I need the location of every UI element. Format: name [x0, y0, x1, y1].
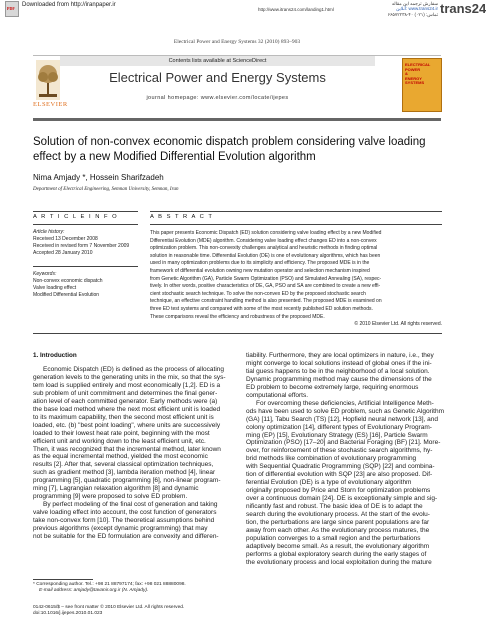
body-column-left [33, 366, 233, 541]
elsevier-tree-logo [36, 60, 60, 100]
abstract-line: This paper presents Economic Dispatch (ED) solution considering valve loading effect by a new Modified [150, 230, 382, 236]
footnote-divider [33, 579, 93, 580]
footnote-email[interactable]: E-mail address: amjady@tavanir.org.ir (N. Amjady). [39, 588, 149, 594]
affiliation: Department of Electrical Engineering, Semnan University, Semnan, Iran [33, 187, 179, 192]
abstract-line: framework of differential evolution owning new mutation operator and selection mechanism inspired [150, 267, 370, 274]
body-line: ods have been used to solve ED problem, such as Genetic Algorithm [246, 407, 444, 415]
cover-title-line: ENERGY [405, 75, 422, 81]
body-line: By perfect modeling of the final cost of generation and taking [43, 501, 218, 509]
download-source-text: Downloaded from http://iranpaper.ir [22, 2, 116, 8]
history-item: Accepted 28 January 2010 [33, 250, 93, 256]
body-line: tiability. Furthermore, they are local optimizers in nature, i.e., they [246, 352, 434, 359]
body-line: (GA) [11], Tabu Search (TS) [12], Hopfield neural network [13], and [246, 415, 438, 423]
divider [150, 224, 442, 225]
copyright-notice: © 2010 Elsevier Ltd. All rights reserved. [354, 321, 442, 327]
body-line: the evolutionary process and local exploitation during the mature [246, 558, 432, 566]
title-line: effect by a new Modified Differential Evolution algorithm [33, 151, 316, 163]
body-line: results [2]. After that, several classical optimization techniques, [33, 461, 214, 469]
body-line: away from each other. As the evolutionary process matures, the [246, 526, 430, 534]
issn-line: 0142-0615/$ – see front matter © 2010 Elsevier Ltd. All rights reserved. [33, 605, 185, 610]
divider [33, 266, 138, 267]
body-column-right [246, 352, 444, 567]
body-line: over, for reinforcement of these stochastic search algorithms, hy- [246, 447, 433, 455]
body-line: tial guess happens to be in the neighborhood of a local solution. [246, 367, 430, 375]
body-line: Economic Dispatch (ED) is defined as the process of allocating [43, 366, 225, 373]
body-line: ferential Evolution (DE) is a type of evolutionary algorithm [246, 479, 412, 487]
body-line: programming [5], quadratic programming [6], non-linear program- [33, 477, 221, 485]
keyword: Valve loading effect [33, 285, 77, 291]
abstract-line: three ED test systems and compared with some of the most recently published ED solution methods. [150, 305, 373, 312]
body-line: nificantly fast and robust. The basic idea of DE is to adapt the [246, 503, 423, 511]
body-line: over a continuous domain [24]. DE is exceptionally simple and sig- [246, 495, 438, 503]
cover-title-line: & [405, 71, 408, 77]
body-line: ming (EP) [15], Evolutionary Strategy (ES) [16], Particle Swarm [246, 431, 428, 439]
body-line: sub problem of unit commitment and determines the final gener- [33, 389, 218, 397]
divider [33, 333, 442, 334]
contents-bar [60, 56, 375, 66]
ad-line: تماس: (۰۲۱) ۴۰-۶۶۵۷۲۲۳۸ [387, 11, 438, 17]
abstract-line: cient stochastic search technique. To solve the non-convex ED by the proposed stochastic search [150, 290, 366, 297]
body-line: to its maximum capability, then the second most efficient unit is [33, 413, 214, 421]
body-line: tem load is supplied entirely and most economically [1,2]. ED is a [33, 381, 221, 389]
cover-title-line: SYSTEMS [405, 80, 425, 86]
abstract-heading: A B S T R A C T [150, 214, 214, 220]
section-heading-introduction: 1. Introduction [33, 352, 77, 359]
journal-citation-line: Electrical Power and Energy Systems 32 (2010) 893–903 [173, 39, 301, 45]
body-line: ming [7], Lagrangian relaxation algorithm [8] and dynamic [33, 485, 199, 493]
body-line: ED problem to become extremely large, requiring enormous [246, 383, 419, 391]
doi-link[interactable]: doi:10.1016/j.ijepes.2010.01.023 [33, 611, 103, 617]
abstract-line: These comparisons reveal the efficiency and robustness of the proposed MDE. [150, 313, 325, 320]
body-line: valve loading effect into account, the cost function of generators [33, 509, 217, 517]
history-item: Received in revised form 7 November 2009 [33, 243, 130, 249]
body-line: population converges to a small region and the perturbations [246, 534, 421, 542]
body-line: tion, the perturbations are large since parent populations are far [246, 519, 430, 527]
journal-homepage[interactable]: journal homepage: www.elsevier.com/locate/ijepes [146, 95, 289, 101]
abstract-line: solution in reasonable time. Differential Evolution (DE) is one of evolutionary algorithms, which has been [150, 252, 381, 259]
pdf-icon: PDF [5, 1, 19, 17]
body-line: Optimization (PSO) [17–20] and Bacterial Foraging (BF) [21]. More- [246, 439, 441, 447]
history-label: Article history: [33, 229, 65, 235]
body-line: take non-convex form [10]. The theoretical assumptions behind [33, 517, 215, 525]
cover-title-line: POWER [405, 66, 421, 72]
keywords-label: Keywords: [33, 271, 57, 277]
abstract-line: Differential Evolution (MDE) algorithm. Considering valve loading effect changes ED into a non-convex [150, 237, 377, 244]
body-line: the base load method where the next most efficient unit is loaded [33, 405, 221, 413]
title-line: Solution of non-convex economic dispatch problem considering valve loading [33, 136, 426, 148]
divider [150, 211, 442, 212]
body-line: loaded to their lowest heat rate point, beginning with the most [33, 429, 210, 437]
body-line: Then, it was recognized that the incremental method, later known [33, 445, 221, 453]
abstract-line: technique, an effective constraint handling method is also presented. The proposed MDE is examined on [150, 298, 382, 305]
body-line: computational efforts. [246, 391, 309, 399]
body-line: ation level of each committed generator. Early methods were (a) [33, 397, 218, 405]
landing-url[interactable]: http://www.itrans24.com/landing1.html [258, 7, 334, 12]
body-line: adaptively become small. As a result, the evolutionary algorithm [246, 542, 430, 550]
article-info-heading: A R T I C L E I N F O [33, 214, 119, 220]
history-item: Received 13 December 2008 [33, 236, 98, 242]
divider [33, 224, 138, 225]
body-line: generation levels to the generating units in the mix, so that the sys- [33, 373, 226, 381]
body-line: as the equal incremental method, yielded the most economic [33, 453, 208, 461]
trans24-logo[interactable]: trans24 [440, 1, 486, 16]
front-matter-meta [33, 605, 184, 617]
abstract-line: used in many optimization problems due to its simplicity and efficiency. The proposed MDE is in the [150, 260, 370, 267]
body-line: programming [9] were proposed to solve ED problem. [33, 493, 188, 501]
body-line: efficient unit and working down to the least efficient unit, etc. [33, 437, 206, 445]
cover-title [405, 63, 439, 86]
body-line: previous algorithms (except dynamic programming) that may [33, 525, 208, 533]
body-line: For overcoming these deficiencies, Artificial Intelligence Meth- [256, 399, 434, 407]
journal-cover-image [402, 58, 442, 112]
body-line: tion of differential evolution with SQP [23] are also proposed. Dif- [246, 471, 433, 479]
keyword: Modified Differential Evolution [33, 292, 100, 298]
abstract-line: tively. In other words, positive characteristics of DE, GA, PSO and SA are combined to create a new effi- [150, 283, 381, 290]
footnote [33, 582, 186, 594]
contents-text[interactable]: Contents lists available at ScienceDirect [168, 58, 267, 64]
abstract-line: from Genetic Algorithm (GA), Particle Swarm Optimization (PSO) and Simulated Annealing (SA), respec- [150, 275, 382, 282]
body-line: search during the evolutionary process. At the start of the evolu- [246, 511, 430, 519]
publisher-name: ELSEVIER [33, 101, 68, 108]
body-line: originally proposed by Price and Storn for optimization problems [246, 487, 431, 495]
authors: Nima Amjady *, Hossein Sharifzadeh [33, 173, 164, 182]
body-line: performs a global exploratory search during the early stages of [246, 550, 427, 558]
divider [33, 211, 138, 212]
ad-line: سفارش ترجمه این مقاله [391, 1, 438, 6]
body-line: brid methods like combination of evolutionary programming [246, 455, 417, 463]
cover-title-line: ELECTRICAL [405, 62, 431, 67]
footnote-line: * Corresponding author. Tel.: +98 21 88797174; fax: +98 021 88880098. [33, 582, 186, 587]
body-line: such as gradient method [3], lambda iteration method [4], linear [33, 469, 216, 477]
body-line: might converge to local solutions instead of global ones if the ini- [246, 359, 432, 367]
paper-title [33, 135, 443, 165]
body-line: not be suitable for the ED formulation are convexity and differen- [33, 533, 219, 541]
abstract-line: optimization problem. This non-convexity challenges analytical and heuristic methods in finding optimal [150, 245, 378, 252]
ad-line: آنلاین: www.trans24.ir [396, 6, 438, 12]
body-line: Dynamic programming method may cause the dimensions of the [246, 375, 432, 383]
keyword: Non-convex economic dispatch [33, 278, 103, 284]
abstract-body [150, 230, 442, 321]
body-line: loaded, etc. (b) "best point loading", where units are successively [33, 421, 221, 429]
body-line: colony optimization [14], different types of Evolutionary Program- [246, 423, 432, 431]
translation-ad[interactable] [366, 1, 438, 17]
body-line: with Sequential Quadratic Programming (SQP) [22] and combina- [246, 463, 435, 471]
journal-title: Electrical Power and Energy Systems [109, 70, 326, 85]
